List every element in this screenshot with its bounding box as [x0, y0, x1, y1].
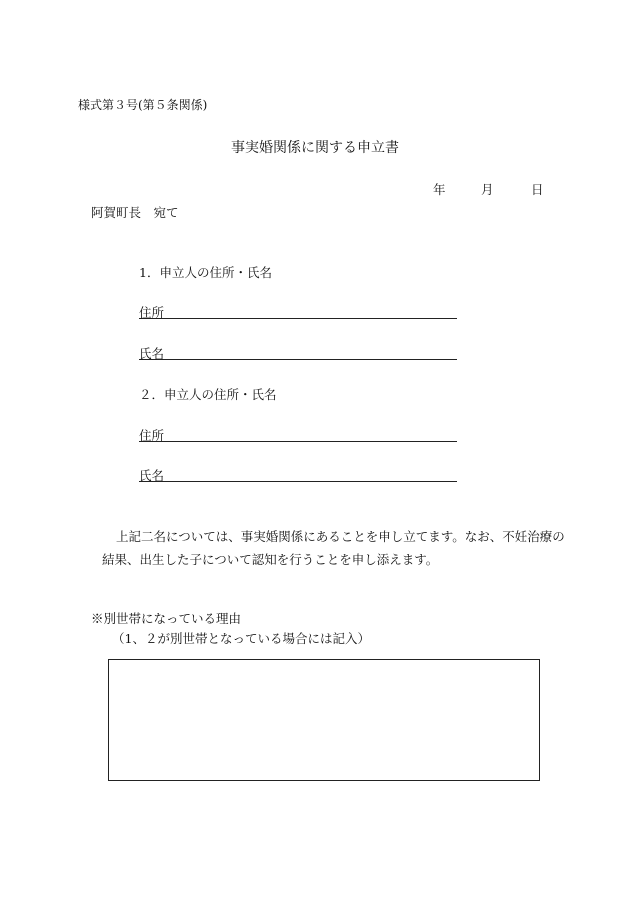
separate-household-heading: ※別世帯になっている理由 [91, 611, 242, 626]
date-day-label: 日 [531, 182, 544, 197]
applicant-2-name-label: 氏名 [139, 468, 165, 483]
document-title: 事実婚関係に関する申立書 [231, 140, 399, 156]
date-month-label: 月 [481, 182, 494, 197]
statement-line-1: 上記二名については、事実婚関係にあることを申し立てます。なお、不妊治療の [116, 529, 565, 544]
addressee: 阿賀町長 宛て [91, 205, 179, 220]
applicant-2-name-field[interactable] [139, 481, 457, 482]
declaration-statement [102, 525, 565, 571]
statement-line-2: 結果、出生した子について認知を行うことを申し添えます。 [102, 552, 439, 567]
applicant-1-name-field[interactable] [139, 359, 457, 360]
applicant-1-address-label: 住所 [139, 305, 165, 320]
separate-household-note: （1、２が別世帯となっている場合には記入） [112, 631, 370, 646]
applicant-2-address-field[interactable] [139, 441, 457, 442]
applicant-1-address-field[interactable] [139, 318, 457, 319]
date-year-label: 年 [433, 182, 446, 197]
applicant-1-name-label: 氏名 [139, 346, 165, 361]
form-number: 様式第３号(第５条関係) [78, 98, 208, 112]
applicant-2-address-label: 住所 [139, 428, 165, 443]
applicant-1-heading: 1．申立人の住所・氏名 [139, 265, 272, 280]
applicant-2-heading: ２．申立人の住所・氏名 [139, 387, 277, 402]
separate-household-reason-box[interactable] [108, 659, 540, 781]
